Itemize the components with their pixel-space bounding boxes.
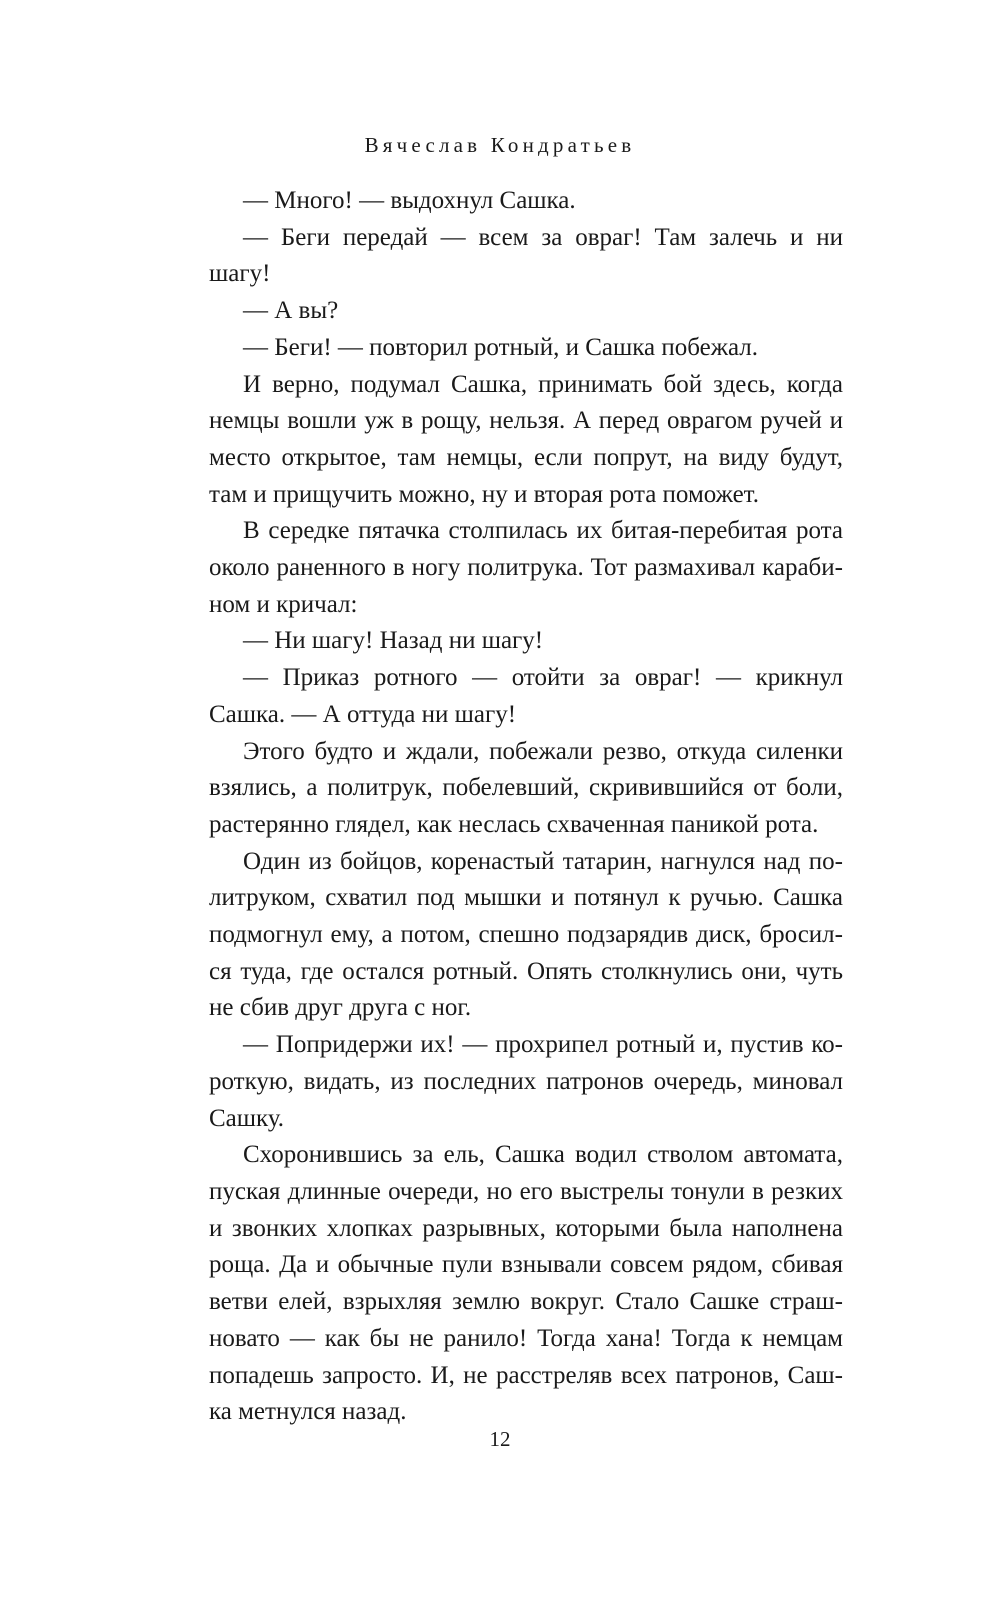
paragraph: Схоронившись за ель, Сашка водил стволом автомата, пуская длинные очереди, но его выстрелы тонули в резких и звонких хлопках разрывных, которыми была наполнена роща. Да и обычные пули взнывали совсем рядом, сбивая ветви елей, взрыхляя землю вокруг. Стало Сашке страшновато — как бы не ранило! Тогда хана! Тогда к немцам попадешь запросто. И, не расстреляв всех патронов, Сашка метнулся назад. <box>209 1141 843 1426</box>
paragraph: — Приказ ротного — отойти за овраг! — крикнул Сашка. — А оттуда ни шагу! <box>209 664 843 728</box>
paragraph: — Беги передай — всем за овраг! Там залечь и ни шагу! <box>209 223 843 288</box>
paragraph: — А вы? <box>243 297 339 325</box>
paragraph: — Беги! — повторил ротный, и Сашка побежал. <box>243 333 759 361</box>
paragraph: — Попридержи их! — прохрипел ротный и, пустив короткую, видать, из последних патронов очередь, миновал Сашку. <box>209 1031 843 1132</box>
paragraph: — Много! — выдохнул Сашка. <box>243 187 576 214</box>
page-number: 12 <box>489 1427 511 1451</box>
paragraph: Один из бойцов, коренастый татарин, нагнулся над политруком, схватил под мышки и потянул к ручью. Сашка подмогнул ему, а потом, спешно подзарядив диск, бросился туда, где остался ротный. Опять столкнулись они, чуть не сбив друг друга с ног. <box>209 847 843 1022</box>
body-text <box>209 183 843 1431</box>
running-head: Вячеслав Кондратьев <box>364 133 636 157</box>
paragraph: — Ни шагу! Назад ни шагу! <box>243 627 544 655</box>
paragraph: И верно, подумал Сашка, принимать бой здесь, когда немцы вошли уж в рощу, нельзя. А перед оврагом ручей и место открытое, там немцы, если попрут, на виду будут, там и прищучить можно, ну и вторая рота поможет. <box>209 370 843 508</box>
paragraph: Этого будто и ждали, побежали резво, откуда силенки взялись, а политрук, побелевший, скривившийся от боли, растерянно глядел, как неслась схваченная паникой рота. <box>209 737 843 838</box>
paragraph: В середке пятачка столпилась их битая-перебитая рота около раненного в ногу политрука. Тот размахивал карабином и кричал: <box>209 517 843 618</box>
